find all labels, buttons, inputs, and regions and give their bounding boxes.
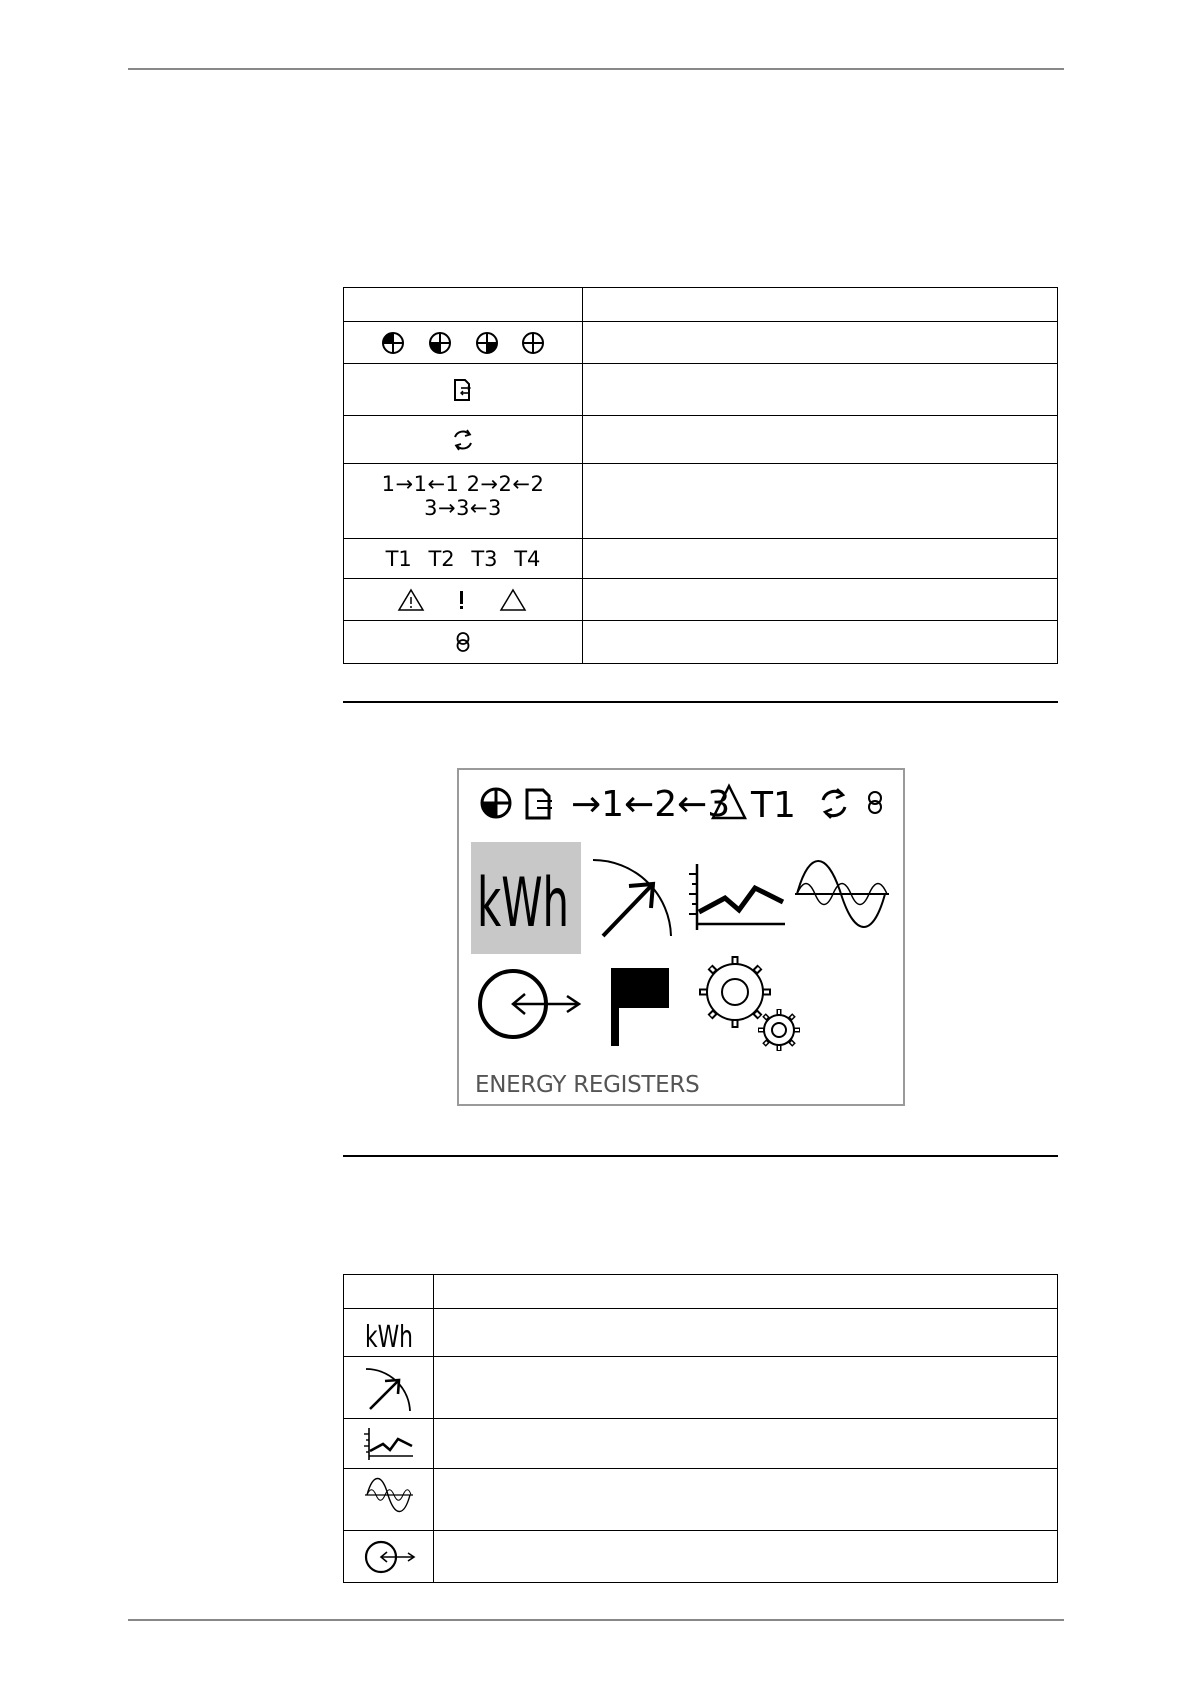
section-separator [343, 701, 1058, 703]
communication-icon [451, 377, 475, 403]
menu-icons-table [343, 1274, 1058, 1583]
warning-triangle-icon [399, 590, 423, 610]
header-rule [128, 68, 1064, 70]
lcd-status-digits: →1←2←3 [571, 784, 731, 825]
description-cell [583, 364, 1058, 416]
table-row [344, 621, 1058, 664]
lcd-status-bar [479, 780, 889, 826]
quadrant-1-icon [482, 789, 510, 817]
description-cell [434, 1309, 1058, 1357]
lcd-menu-output[interactable] [475, 962, 583, 1046]
lcd-menu-flag[interactable] [607, 966, 673, 1048]
table-header-row [344, 1275, 1058, 1309]
transformer-icon [869, 792, 881, 813]
quadrant-icons [373, 330, 553, 356]
quadrant-1-icon [383, 333, 403, 353]
lcd-menu-settings[interactable] [691, 956, 809, 1056]
description-cell [434, 1357, 1058, 1419]
section-separator [343, 1155, 1058, 1157]
harmonics-wave-icon [364, 1475, 414, 1525]
description-cell [583, 416, 1058, 464]
rotation-icon [823, 789, 845, 818]
description-cell [583, 322, 1058, 364]
symbols-table [343, 287, 1058, 664]
lcd-status-tariff: T1 [751, 785, 796, 826]
quadrant-icons-cell [344, 322, 583, 364]
footer-rule [128, 1619, 1064, 1621]
gauge-icon [589, 850, 679, 950]
table-row [344, 1419, 1058, 1469]
gears-icon [691, 956, 809, 1056]
table-row [344, 539, 1058, 579]
kwh-label: kWh [364, 1319, 413, 1355]
table-row [344, 1469, 1058, 1531]
kwh-icon [471, 842, 581, 954]
lcd-status-icons [479, 780, 889, 826]
table-row [344, 579, 1058, 621]
header-cell-symbol [344, 1275, 434, 1309]
table-row [344, 1357, 1058, 1419]
tariff-symbols: T1 T2 T3 T4 [385, 546, 541, 571]
description-cell [583, 579, 1058, 621]
table-row [344, 416, 1058, 464]
lcd-menu-kwh-selected[interactable] [471, 842, 581, 954]
communication-icon [527, 790, 552, 818]
lcd-menu-harmonics[interactable] [793, 856, 893, 948]
header-cell-symbol [344, 288, 583, 322]
lcd-menu-gauge[interactable] [589, 850, 679, 950]
table-row [344, 364, 1058, 416]
table-row [344, 1531, 1058, 1583]
table-row [344, 464, 1058, 539]
transformer-icon [453, 629, 473, 655]
empty-triangle-icon [501, 590, 525, 610]
trend-chart-icon [363, 1426, 415, 1462]
gauge-icon [363, 1363, 415, 1413]
quadrant-4-icon [523, 333, 543, 353]
description-cell [583, 464, 1058, 539]
exclamation-icon [460, 591, 463, 609]
output-icon [362, 1537, 416, 1577]
description-cell [583, 539, 1058, 579]
flag-icon [607, 966, 673, 1048]
output-icon [475, 962, 583, 1046]
alarm-icons [398, 587, 528, 613]
quadrant-3-icon [477, 333, 497, 353]
description-cell [434, 1531, 1058, 1583]
kwh-icon [361, 1314, 417, 1355]
description-cell [583, 621, 1058, 664]
trend-chart-icon [687, 862, 787, 932]
lcd-menu-trend[interactable] [687, 862, 787, 932]
rotation-icon [450, 427, 476, 453]
quadrant-2-icon [430, 333, 450, 353]
lcd-caption: ENERGY REGISTERS [475, 1072, 700, 1098]
phase-direction-symbols: 1→1←1 2→2←2 3→3←3 [381, 472, 545, 520]
header-cell-description [583, 288, 1058, 322]
harmonics-wave-icon [793, 856, 893, 948]
lcd-display [457, 768, 905, 1106]
description-cell [434, 1419, 1058, 1469]
table-row [344, 1309, 1058, 1357]
table-header-row [344, 288, 1058, 322]
description-cell [434, 1469, 1058, 1531]
table-row [344, 322, 1058, 364]
header-cell-description [434, 1275, 1058, 1309]
kwh-label: kWh [477, 864, 569, 943]
